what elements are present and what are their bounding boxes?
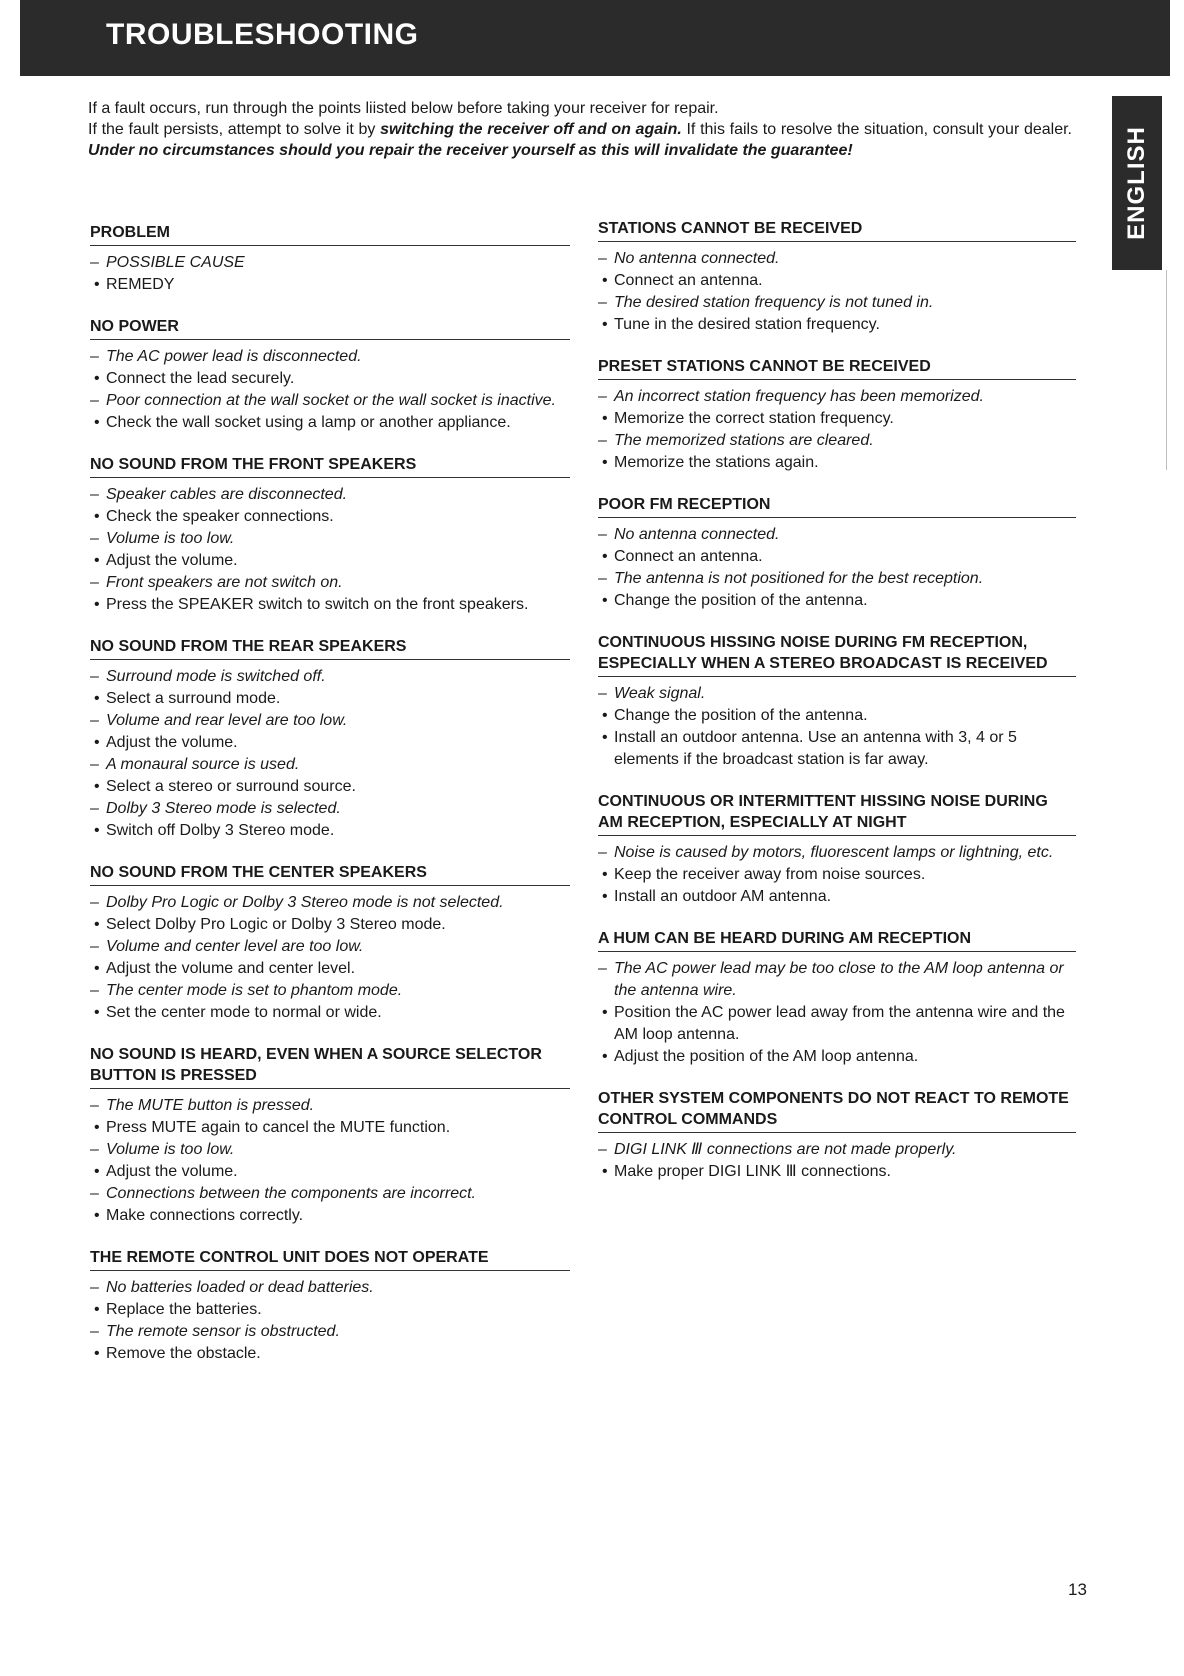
cause-entry xyxy=(598,430,1076,474)
cause-entry xyxy=(598,842,1076,908)
cause-entry xyxy=(598,1139,1076,1183)
cause-entry xyxy=(598,958,1076,1068)
possible-cause: – Noise is caused by motors, fluorescent lamps or lightning, etc. xyxy=(598,842,1076,864)
section-title: POOR FM RECEPTION xyxy=(598,494,1076,518)
possible-cause: – The center mode is set to phantom mode. xyxy=(90,980,570,1002)
trouble-section xyxy=(90,1247,570,1365)
remedy: • Select Dolby Pro Logic or Dolby 3 Stereo mode. xyxy=(90,914,570,936)
possible-cause: – Volume and rear level are too low. xyxy=(90,710,570,732)
intro-line-1: If a fault occurs, run through the points liisted below before taking your receiver for repair. xyxy=(88,100,719,117)
possible-cause: – The desired station frequency is not tuned in. xyxy=(598,292,1076,314)
possible-cause: – The MUTE button is pressed. xyxy=(90,1095,570,1117)
cause-entry xyxy=(598,292,1076,336)
remedy: • Make connections correctly. xyxy=(90,1205,570,1227)
remedy: • Set the center mode to normal or wide. xyxy=(90,1002,570,1024)
section-title: CONTINUOUS HISSING NOISE DURING FM RECEPTION, ESPECIALLY WHEN A STEREO BROADCAST IS RECEIVED xyxy=(598,632,1076,677)
remedy: • Install an outdoor AM antenna. xyxy=(598,886,1076,908)
section-title: NO POWER xyxy=(90,316,570,340)
possible-cause: – The antenna is not positioned for the best reception. xyxy=(598,568,1076,590)
cause-entry xyxy=(598,568,1076,612)
possible-cause: – The AC power lead may be too close to the AM loop antenna or the antenna wire. xyxy=(598,958,1076,1002)
possible-cause: – Dolby Pro Logic or Dolby 3 Stereo mode is not selected. xyxy=(90,892,570,914)
section-title: THE REMOTE CONTROL UNIT DOES NOT OPERATE xyxy=(90,1247,570,1271)
possible-cause: – DIGI LINK Ⅲ connections are not made properly. xyxy=(598,1139,1076,1161)
remedy: • Position the AC power lead away from the antenna wire and the AM loop antenna. xyxy=(598,1002,1076,1046)
possible-cause: – The remote sensor is obstructed. xyxy=(90,1321,570,1343)
section-title: OTHER SYSTEM COMPONENTS DO NOT REACT TO REMOTE CONTROL COMMANDS xyxy=(598,1088,1076,1133)
trouble-section xyxy=(90,862,570,1024)
page-number: 13 xyxy=(1068,1580,1087,1599)
trouble-section xyxy=(90,636,570,842)
section-title: NO SOUND FROM THE FRONT SPEAKERS xyxy=(90,454,570,478)
cause-entry xyxy=(598,524,1076,568)
remedy: • Adjust the volume and center level. xyxy=(90,958,570,980)
possible-cause: – No antenna connected. xyxy=(598,248,1076,270)
possible-cause: – Weak signal. xyxy=(598,683,1076,705)
trouble-section xyxy=(598,218,1076,336)
legend-section xyxy=(90,222,570,296)
cause-entry xyxy=(90,1095,570,1139)
possible-cause: – Surround mode is switched off. xyxy=(90,666,570,688)
remedy: • Keep the receiver away from noise sources. xyxy=(598,864,1076,886)
trouble-section xyxy=(90,454,570,616)
cause-entry xyxy=(90,798,570,842)
legend-remedy: • REMEDY xyxy=(90,274,570,296)
possible-cause: – Speaker cables are disconnected. xyxy=(90,484,570,506)
possible-cause: – Front speakers are not switch on. xyxy=(90,572,570,594)
trouble-section xyxy=(598,356,1076,474)
cause-entry xyxy=(90,1139,570,1183)
cause-entry xyxy=(90,484,570,528)
remedy: • Change the position of the antenna. xyxy=(598,590,1076,612)
possible-cause: – The memorized stations are cleared. xyxy=(598,430,1076,452)
margin-line xyxy=(1166,270,1167,470)
trouble-section xyxy=(598,632,1076,771)
intro-emphasis: switching the receiver off and on again. xyxy=(380,121,682,138)
intro-warning: Under no circumstances should you repair the receiver yourself as this will invalidate the guarantee! xyxy=(88,142,853,159)
remedy: • Memorize the stations again. xyxy=(598,452,1076,474)
intro-line-2 xyxy=(88,119,1072,161)
section-title: A HUM CAN BE HEARD DURING AM RECEPTION xyxy=(598,928,1076,952)
remedy: • Remove the obstacle. xyxy=(90,1343,570,1365)
cause-entry xyxy=(90,346,570,390)
legend-cause: – POSSIBLE CAUSE xyxy=(90,252,570,274)
intro-line-2-pre: If the fault persists, attempt to solve it by xyxy=(88,121,381,138)
possible-cause: – A monaural source is used. xyxy=(90,754,570,776)
possible-cause: – No antenna connected. xyxy=(598,524,1076,546)
left-column xyxy=(90,222,570,1385)
section-title: NO SOUND FROM THE CENTER SPEAKERS xyxy=(90,862,570,886)
remedy: • Install an outdoor antenna. Use an antenna with 3, 4 or 5 elements if the broadcast station is far away. xyxy=(598,727,1076,771)
remedy: • Press MUTE again to cancel the MUTE function. xyxy=(90,1117,570,1139)
cause-entry xyxy=(90,1183,570,1227)
legend-title: PROBLEM xyxy=(90,222,570,246)
trouble-section xyxy=(598,928,1076,1068)
remedy: • Memorize the correct station frequency. xyxy=(598,408,1076,430)
section-title: CONTINUOUS OR INTERMITTENT HISSING NOISE DURING AM RECEPTION, ESPECIALLY AT NIGHT xyxy=(598,791,1076,836)
cause-entry xyxy=(90,980,570,1024)
cause-entry xyxy=(90,892,570,936)
cause-entry xyxy=(90,390,570,434)
remedy: • Adjust the volume. xyxy=(90,732,570,754)
possible-cause: – Volume and center level are too low. xyxy=(90,936,570,958)
trouble-section xyxy=(90,316,570,434)
language-tab xyxy=(1112,96,1162,270)
cause-entry xyxy=(90,754,570,798)
remedy: • Check the wall socket using a lamp or another appliance. xyxy=(90,412,570,434)
header-bar xyxy=(20,0,1170,76)
right-column xyxy=(598,218,1076,1203)
cause-entry xyxy=(598,386,1076,430)
remedy: • Connect an antenna. xyxy=(598,546,1076,568)
possible-cause: – Volume is too low. xyxy=(90,1139,570,1161)
remedy: • Connect the lead securely. xyxy=(90,368,570,390)
possible-cause: – Poor connection at the wall socket or the wall socket is inactive. xyxy=(90,390,570,412)
remedy: • Tune in the desired station frequency. xyxy=(598,314,1076,336)
cause-entry xyxy=(90,1277,570,1321)
possible-cause: – The AC power lead is disconnected. xyxy=(90,346,570,368)
trouble-section xyxy=(598,494,1076,612)
possible-cause: – No batteries loaded or dead batteries. xyxy=(90,1277,570,1299)
section-title: PRESET STATIONS CANNOT BE RECEIVED xyxy=(598,356,1076,380)
remedy: • Switch off Dolby 3 Stereo mode. xyxy=(90,820,570,842)
cause-entry xyxy=(90,1321,570,1365)
possible-cause: – An incorrect station frequency has been memorized. xyxy=(598,386,1076,408)
possible-cause: – Volume is too low. xyxy=(90,528,570,550)
remedy: • Select a surround mode. xyxy=(90,688,570,710)
remedy: • Change the position of the antenna. xyxy=(598,705,1076,727)
possible-cause: – Connections between the components are incorrect. xyxy=(90,1183,570,1205)
cause-entry xyxy=(90,936,570,980)
trouble-section xyxy=(598,791,1076,908)
remedy: • Adjust the volume. xyxy=(90,1161,570,1183)
remedy: • Make proper DIGI LINK Ⅲ connections. xyxy=(598,1161,1076,1183)
possible-cause: – Dolby 3 Stereo mode is selected. xyxy=(90,798,570,820)
cause-entry xyxy=(90,528,570,572)
remedy: • Adjust the volume. xyxy=(90,550,570,572)
cause-entry xyxy=(598,248,1076,292)
trouble-section xyxy=(598,1088,1076,1183)
intro-text xyxy=(88,98,1072,161)
remedy: • Connect an antenna. xyxy=(598,270,1076,292)
intro-line-2-post: If this fails to resolve the situation, consult your dealer. xyxy=(681,121,1072,138)
cause-entry xyxy=(598,683,1076,771)
cause-entry xyxy=(90,710,570,754)
remedy: • Check the speaker connections. xyxy=(90,506,570,528)
cause-entry xyxy=(90,666,570,710)
remedy: • Adjust the position of the AM loop antenna. xyxy=(598,1046,1076,1068)
remedy: • Press the SPEAKER switch to switch on the front speakers. xyxy=(90,594,570,616)
page-title: TROUBLESHOOTING xyxy=(106,18,419,51)
remedy: • Select a stereo or surround source. xyxy=(90,776,570,798)
trouble-section xyxy=(90,1044,570,1227)
language-tab-label: ENGLISH xyxy=(1123,126,1150,240)
section-title: NO SOUND FROM THE REAR SPEAKERS xyxy=(90,636,570,660)
remedy: • Replace the batteries. xyxy=(90,1299,570,1321)
section-title: STATIONS CANNOT BE RECEIVED xyxy=(598,218,1076,242)
section-title: NO SOUND IS HEARD, EVEN WHEN A SOURCE SELECTOR BUTTON IS PRESSED xyxy=(90,1044,570,1089)
cause-entry xyxy=(90,572,570,616)
